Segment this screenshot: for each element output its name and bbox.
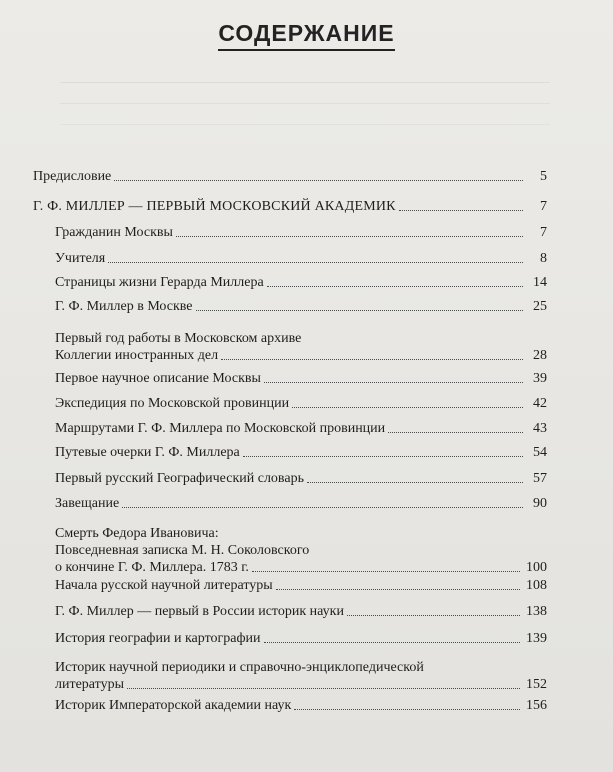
toc-entry: [55, 250, 547, 267]
toc-entry: [55, 420, 547, 437]
toc-entry-title: Экспедиция по Московской провинции: [55, 396, 290, 411]
toc-entry: [55, 659, 547, 693]
toc-entry-title: Историк Императорской академии наук: [55, 698, 292, 713]
toc-entry: [55, 577, 547, 594]
toc-entry-title-line: Смерть Федора Ивановича:: [55, 526, 219, 541]
toc-entry-title: Предисловие: [33, 169, 112, 184]
toc-entry-page: 43: [533, 421, 547, 436]
toc-entry: [55, 395, 547, 412]
dot-leader: [292, 407, 523, 408]
toc-entry-page: 39: [533, 371, 547, 386]
toc-entry-title: История географии и картографии: [55, 631, 261, 646]
toc-entry-title: Коллегии иностранных дел: [55, 348, 219, 363]
dot-leader: [108, 262, 523, 263]
toc-entry: [55, 330, 547, 364]
toc-entry-title: Г. Ф. Миллер — первый в России историк науки: [55, 604, 344, 619]
dot-leader: [276, 589, 520, 590]
dot-leader: [264, 382, 523, 383]
toc-entry-title: Путевые очерки Г. Ф. Миллера: [55, 445, 240, 460]
toc-entry-page: 100: [526, 560, 547, 575]
toc-entry-page: 14: [533, 275, 547, 290]
dot-leader: [252, 571, 520, 572]
toc-entry-page: 28: [533, 348, 547, 363]
toc-entry-title: Учителя: [55, 251, 106, 266]
toc-entry: [55, 370, 547, 387]
dot-leader: [267, 286, 523, 287]
toc-entry-title-line: Повседневная записка М. Н. Соколовского: [55, 543, 310, 558]
dot-leader: [307, 482, 523, 483]
toc-entry: [55, 444, 547, 461]
toc-entry-title: литературы: [55, 677, 125, 692]
toc-entry-page: 25: [533, 299, 547, 314]
dot-leader: [264, 642, 520, 643]
toc-entry-title: Первый русский Географический словарь: [55, 471, 304, 486]
toc-entry-page: 7: [540, 199, 547, 214]
dot-leader: [347, 615, 520, 616]
toc-entry: [55, 603, 547, 620]
dot-leader: [221, 359, 523, 360]
toc-entry-page: 108: [526, 578, 547, 593]
toc-entry-page: 57: [533, 471, 547, 486]
toc-entry-title: Гражданин Москвы: [55, 225, 173, 240]
toc-entry: [55, 298, 547, 315]
dot-leader: [196, 310, 523, 311]
toc-entry-title: Первое научное описание Москвы: [55, 371, 261, 386]
page-title-text: СОДЕРЖАНИЕ: [218, 20, 394, 51]
toc-entry-page: 156: [526, 698, 547, 713]
toc-entry: [33, 168, 547, 185]
toc-entry: [55, 495, 547, 512]
toc-entry-title: Г. Ф. Миллер в Москве: [55, 299, 193, 314]
toc-entry-title: Маршрутами Г. Ф. Миллера по Московской провинции: [55, 421, 386, 436]
toc-entry: [55, 274, 547, 291]
dot-leader: [114, 180, 523, 181]
toc-entry-title-line: Первый год работы в Московском архиве: [55, 331, 302, 346]
toc-entry: [55, 470, 547, 487]
toc-entry-page: 139: [526, 631, 547, 646]
dot-leader: [399, 210, 523, 211]
dot-leader: [388, 432, 523, 433]
toc-entry-page: 54: [533, 445, 547, 460]
toc-entry: [55, 525, 547, 576]
toc-entry-title: Страницы жизни Герарда Миллера: [55, 275, 264, 290]
dot-leader: [294, 709, 520, 710]
toc-section-heading: [33, 198, 547, 215]
toc-entry-title: Начала русской научной литературы: [55, 578, 273, 593]
toc-entry-title: Г. Ф. МИЛЛЕР — ПЕРВЫЙ МОСКОВСКИЙ АКАДЕМИК: [33, 199, 396, 214]
dot-leader: [176, 236, 523, 237]
toc-entry: [55, 224, 547, 241]
toc-entry-page: 8: [540, 251, 547, 266]
dot-leader: [243, 456, 523, 457]
toc-entry-page: 5: [540, 169, 547, 184]
dot-leader: [122, 507, 523, 508]
toc-entry-page: 138: [526, 604, 547, 619]
toc-entry-title: о кончине Г. Ф. Миллера. 1783 г.: [55, 560, 249, 575]
toc-entry-title-line: Историк научной периодики и справочно-энциклопедической: [55, 660, 424, 675]
toc-entry: [55, 697, 547, 714]
toc-entry: [55, 630, 547, 647]
toc-entry-title: Завещание: [55, 496, 120, 511]
toc-entry-page: 42: [533, 396, 547, 411]
toc-entry-page: 152: [526, 677, 547, 692]
dot-leader: [127, 688, 520, 689]
toc-entry-page: 90: [533, 496, 547, 511]
toc-entry-page: 7: [540, 225, 547, 240]
